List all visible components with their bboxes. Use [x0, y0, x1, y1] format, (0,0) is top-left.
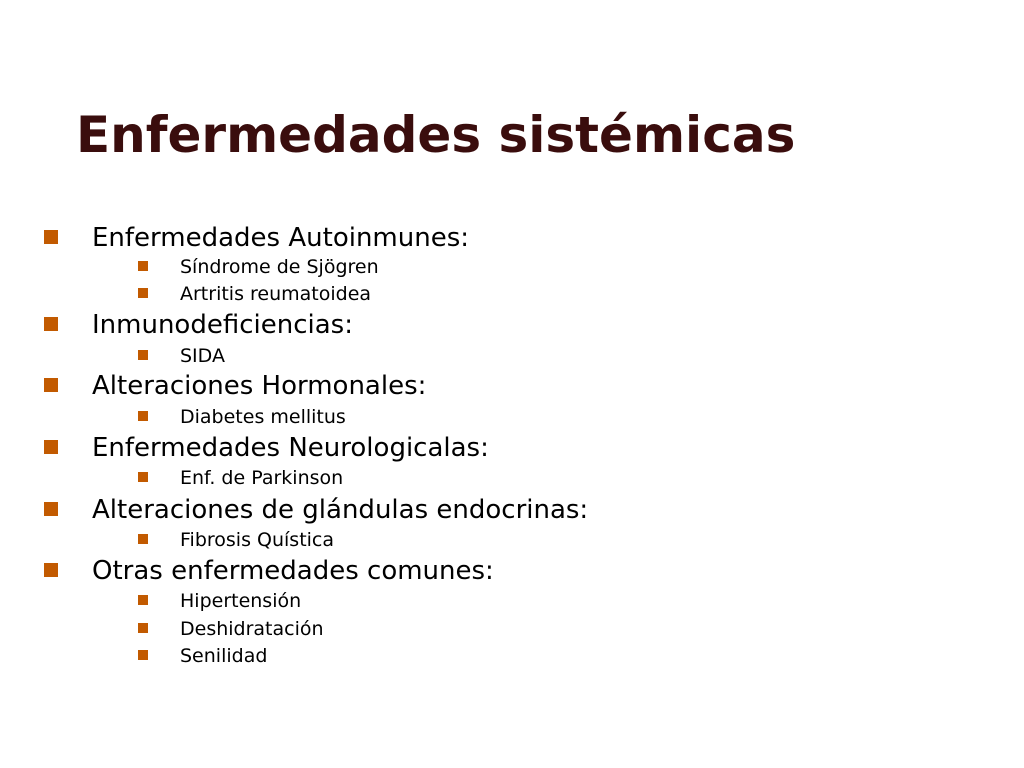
list-item-endocrinas	[92, 494, 588, 526]
square-bullet-icon	[138, 411, 148, 421]
list-item-text: Diabetes mellitus	[180, 406, 346, 428]
square-bullet-icon	[44, 317, 58, 331]
list-item-text: Hipertensión	[180, 590, 302, 612]
list-item-text: Síndrome de Sjögren	[180, 256, 379, 278]
list-item-text: Inmunodeficiencias:	[92, 310, 353, 340]
list-item-text: Alteraciones Hormonales:	[92, 371, 427, 401]
square-bullet-icon	[138, 650, 148, 660]
square-bullet-icon	[138, 623, 148, 633]
square-bullet-icon	[44, 230, 58, 244]
list-item-autoinmunes	[92, 222, 469, 254]
list-item-parkinson	[180, 466, 343, 490]
list-item-text: Enfermedades Autoinmunes:	[92, 223, 470, 253]
square-bullet-icon	[44, 563, 58, 577]
slide-title: Enfermedades sistémicas	[76, 106, 796, 164]
list-item-text: Senilidad	[180, 645, 268, 667]
list-item-text: Fibrosis Quística	[180, 529, 335, 551]
list-item-sida	[180, 344, 225, 368]
square-bullet-icon	[138, 534, 148, 544]
list-item-senilidad	[180, 644, 267, 668]
square-bullet-icon	[138, 261, 148, 271]
square-bullet-icon	[138, 595, 148, 605]
list-item-text: Enf. de Parkinson	[180, 467, 344, 489]
list-item-text: SIDA	[180, 345, 225, 367]
list-item-text: Deshidratación	[180, 618, 324, 640]
square-bullet-icon	[44, 378, 58, 392]
list-item-deshidratacion	[180, 617, 324, 641]
list-item-fibrosis	[180, 528, 334, 552]
square-bullet-icon	[138, 472, 148, 482]
list-item-diabetes	[180, 405, 346, 429]
list-item-hormonales	[92, 370, 426, 402]
list-item-sjogren	[180, 255, 379, 279]
list-item-artritis	[180, 282, 371, 306]
square-bullet-icon	[44, 502, 58, 516]
list-item-text: Alteraciones de glándulas endocrinas:	[92, 495, 589, 525]
list-item-otras	[92, 555, 494, 587]
list-item-hipertension	[180, 589, 301, 613]
list-item-neurologicalas	[92, 432, 489, 464]
square-bullet-icon	[138, 350, 148, 360]
square-bullet-icon	[44, 440, 58, 454]
square-bullet-icon	[138, 288, 148, 298]
list-item-text: Otras enfermedades comunes:	[92, 556, 494, 586]
list-item-text: Artritis reumatoidea	[180, 283, 372, 305]
list-item-text: Enfermedades Neurologicalas:	[92, 433, 489, 463]
list-item-inmunodeficiencias	[92, 309, 353, 341]
